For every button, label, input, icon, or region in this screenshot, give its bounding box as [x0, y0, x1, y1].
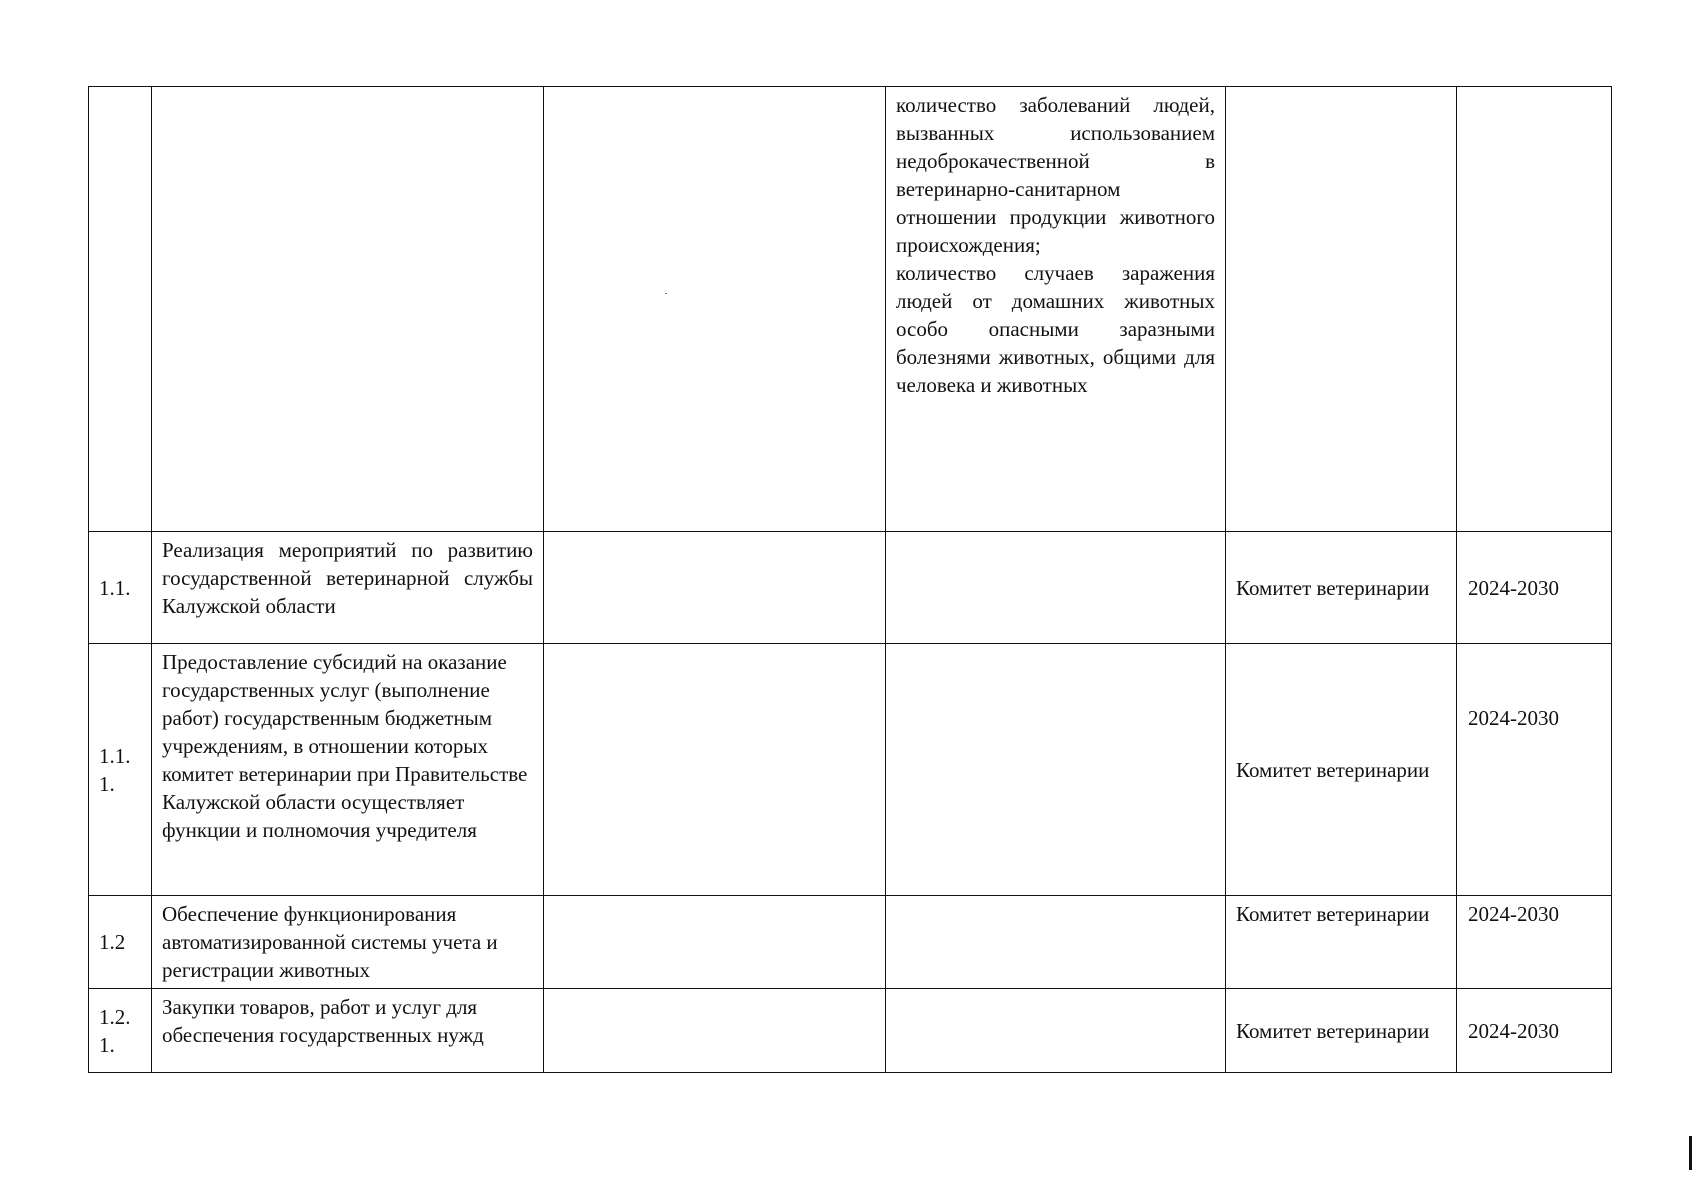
indicators-cell — [886, 989, 1226, 1073]
period-cell: 2024-2030 — [1457, 989, 1612, 1073]
table-row — [89, 644, 1612, 896]
indicator-text: количество случаев заражения людей от домашних животных особо опасными заразными болезнями животных, общими для человека и животных — [896, 261, 1215, 397]
period-cell — [1457, 87, 1612, 532]
indicator-text: количество заболеваний людей, вызванных использованием недоброкачественной в ветеринарно-санитарном отношении продукции животного происхождения; — [896, 93, 1215, 257]
empty-cell — [544, 989, 886, 1073]
empty-cell — [544, 532, 886, 644]
indicators-cell — [886, 532, 1226, 644]
period-cell: 2024-2030 — [1457, 644, 1612, 896]
scan-speck — [665, 293, 667, 294]
table-row — [89, 532, 1612, 644]
row-number-cell: 1.2 — [89, 896, 152, 989]
indicators-cell — [886, 896, 1226, 989]
page-edge-mark — [1689, 1136, 1692, 1170]
measure-title-cell — [152, 87, 544, 532]
row-number-cell: 1.1. — [89, 532, 152, 644]
empty-cell — [544, 87, 886, 532]
empty-cell — [544, 896, 886, 989]
measures-table — [88, 86, 1612, 1073]
table-row — [89, 896, 1612, 989]
row-number-cell: 1.1. 1. — [89, 644, 152, 896]
responsible-cell: Комитет ветеринарии — [1226, 532, 1457, 644]
indicators-cell — [886, 644, 1226, 896]
period-cell: 2024-2030 — [1457, 532, 1612, 644]
responsible-cell: Комитет ветеринарии — [1226, 644, 1457, 896]
table-row — [89, 989, 1612, 1073]
measure-title-cell: Закупки товаров, работ и услуг для обеспечения государственных нужд — [152, 989, 544, 1073]
period-cell: 2024-2030 — [1457, 896, 1612, 989]
empty-cell — [544, 644, 886, 896]
responsible-cell — [1226, 87, 1457, 532]
row-number-cell — [89, 87, 152, 532]
measure-title-cell: Реализация мероприятий по развитию государственной ветеринарной службы Калужской области — [152, 532, 544, 644]
responsible-cell: Комитет ветеринарии — [1226, 896, 1457, 989]
row-number-cell: 1.2. 1. — [89, 989, 152, 1073]
table-row — [89, 87, 1612, 532]
indicators-cell — [886, 87, 1226, 532]
measure-title-cell: Предоставление субсидий на оказание государственных услуг (выполнение работ) государственным бюджетным учреждениям, в отношении которых комитет ветеринарии при Правительстве Калужской области осуществляет функции и полномочия учредителя — [152, 644, 544, 896]
measure-title-cell: Обеспечение функционирования автоматизированной системы учета и регистрации животных — [152, 896, 544, 989]
responsible-cell: Комитет ветеринарии — [1226, 989, 1457, 1073]
